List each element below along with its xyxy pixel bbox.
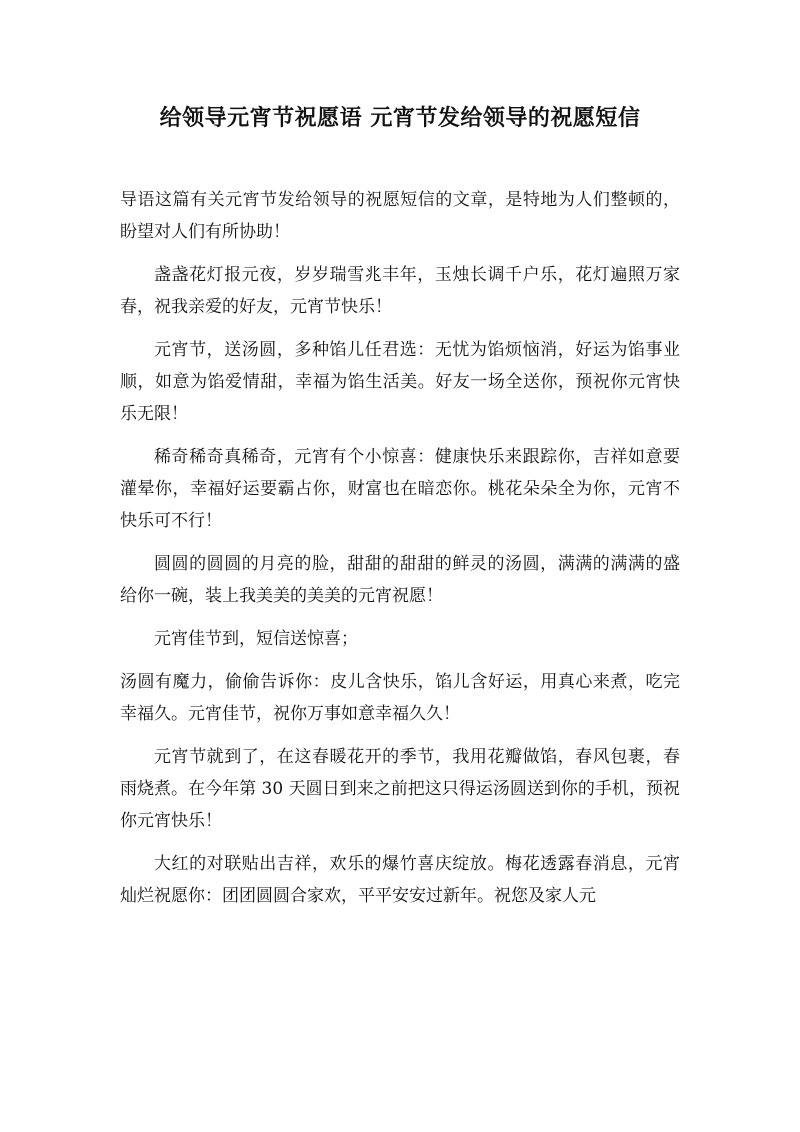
paragraph: 大红的对联贴出吉祥，欢乐的爆竹喜庆绽放。梅花透露春消息，元宵灿烂祝愿你：团团圆圆合家欢，平平安安过新年。祝您及家人元 (120, 854, 680, 906)
paragraph: 元宵佳节到，短信送惊喜； (154, 629, 358, 649)
paragraph-intro: 导语这篇有关元宵节发给领导的祝愿短信的文章，是特地为人们整顿的，盼望对人们有所协助！ (120, 190, 680, 242)
paragraph: 元宵节，送汤圆，多种馅儿任君选：无忧为馅烦恼消，好运为馅事业顺，如意为馅爱情甜，幸福为馅生活美。好友一场全送你，预祝你元宵快乐无限！ (120, 340, 680, 424)
paragraph: 元宵节就到了，在这春暖花开的季节，我用花瓣做馅，春风包裹，春雨烧煮。在今年第 30 天圆日到来之前把这只得运汤圆送到你的手机，预祝你元宵快乐！ (120, 747, 680, 831)
document-body (120, 184, 680, 923)
paragraph: 盏盏花灯报元夜，岁岁瑞雪兆丰年，玉烛长调千户乐，花灯遍照万家春，祝我亲爱的好友，元宵节快乐！ (120, 265, 680, 317)
paragraph: 圆圆的圆圆的月亮的脸，甜甜的甜甜的鲜灵的汤圆，满满的满满的盛给你一碗，装上我美美的美美的元宵祝愿！ (120, 554, 680, 606)
paragraph: 稀奇稀奇真稀奇，元宵有个小惊喜：健康快乐来跟踪你，吉祥如意要灌晕你，幸福好运要霸占你，财富也在暗恋你。桃花朵朵全为你，元宵不快乐可不行！ (120, 447, 680, 531)
document-title: 给领导元宵节祝愿语 元宵节发给领导的祝愿短信 (159, 105, 641, 131)
paragraph: 汤圆有魔力，偷偷告诉你：皮儿含快乐，馅儿含好运，用真心来煮，吃完幸福久。元宵佳节，祝你万事如意幸福久久！ (120, 672, 680, 724)
